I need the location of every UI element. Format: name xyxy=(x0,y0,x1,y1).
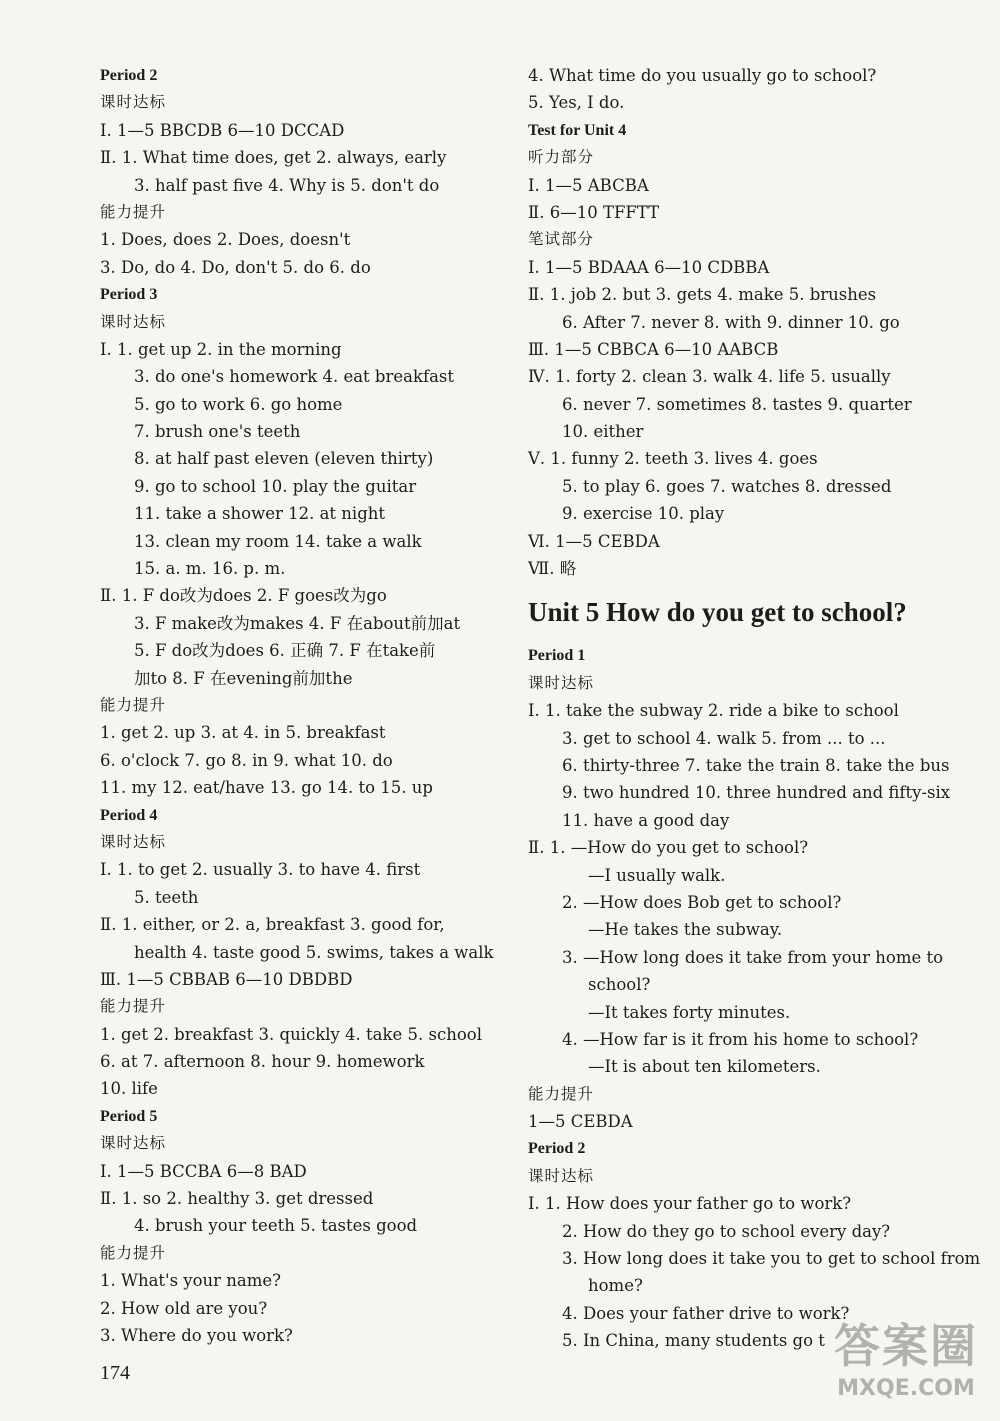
answer-line: 11. take a shower 12. at night xyxy=(134,504,386,524)
answer-line: Ⅰ. 1—5 BBCDB 6—10 DCCAD xyxy=(100,120,345,140)
answer-line: Ⅰ. 1—5 BCCBA 6—8 BAD xyxy=(100,1161,307,1181)
answer-line: 11. my 12. eat/have 13. go 14. to 15. up xyxy=(100,778,433,798)
answer-line: 11. have a good day xyxy=(562,810,730,830)
answer-line: 9. two hundred 10. three hundred and fifty-six xyxy=(562,783,951,803)
subsection-label: 课时达标 xyxy=(100,832,167,851)
subsection-label: 课时达标 xyxy=(528,1166,595,1185)
unit-title: Unit 5 How do you get to school? xyxy=(528,597,907,628)
answer-line: 1. get 2. up 3. at 4. in 5. breakfast xyxy=(100,723,386,743)
answer-line: 3. Do, do 4. Do, don't 5. do 6. do xyxy=(100,257,371,277)
answer-line: Ⅰ. 1. to get 2. usually 3. to have 4. first xyxy=(100,860,421,880)
answer-line: 6. o'clock 7. go 8. in 9. what 10. do xyxy=(100,750,393,770)
section-heading: Period 1 xyxy=(528,647,586,665)
answer-line: 10. either xyxy=(562,422,644,442)
answer-line: 5. to play 6. goes 7. watches 8. dressed xyxy=(562,476,892,496)
answer-line: 3. How long does it take you to get to school from xyxy=(562,1249,981,1269)
answer-line: 5. F do改为does 6. 正确 7. F 在take前 xyxy=(134,641,436,661)
answer-line: 加to 8. F 在evening前加the xyxy=(134,668,353,688)
answer-line: 1. Does, does 2. Does, doesn't xyxy=(100,230,351,250)
answer-line: Ⅱ. 1. job 2. but 3. gets 4. make 5. brushes xyxy=(528,285,877,305)
answer-line: 3. half past five 4. Why is 5. don't do xyxy=(134,175,440,195)
answer-line: Ⅱ. 1. either, or 2. a, breakfast 3. good for, xyxy=(100,915,445,935)
answer-line: 13. clean my room 14. take a walk xyxy=(134,531,422,551)
section-heading: Period 3 xyxy=(100,286,158,304)
answer-line: Ⅱ. 1. so 2. healthy 3. get dressed xyxy=(100,1189,374,1209)
answer-line: 1. What's your name? xyxy=(100,1271,282,1291)
section-heading: Period 2 xyxy=(528,1140,586,1158)
answer-line: 9. go to school 10. play the guitar xyxy=(134,476,417,496)
answer-line: Ⅳ. 1. forty 2. clean 3. walk 4. life 5. usually xyxy=(528,367,891,387)
answer-line: 4. brush your teeth 5. tastes good xyxy=(134,1216,418,1236)
answer-line: 2. How do they go to school every day? xyxy=(562,1221,891,1241)
answer-line: 6. never 7. sometimes 8. tastes 9. quarter xyxy=(562,394,912,414)
subsection-label: 能力提升 xyxy=(100,997,167,1016)
answer-line: Ⅶ. 略 xyxy=(528,559,577,579)
answer-line: 9. exercise 10. play xyxy=(562,504,725,524)
subsection-label: 笔试部分 xyxy=(528,230,595,249)
page-number: 174 xyxy=(100,1362,130,1384)
answer-line: Ⅴ. 1. funny 2. teeth 3. lives 4. goes xyxy=(528,449,818,469)
answer-line: Ⅱ. 1. —How do you get to school? xyxy=(528,838,809,858)
answer-line: 3. —How long does it take from your home to xyxy=(562,947,944,967)
section-heading: Period 4 xyxy=(100,806,158,824)
subsection-label: 能力提升 xyxy=(100,695,167,714)
answer-line: health 4. taste good 5. swims, takes a walk xyxy=(134,942,494,962)
answer-line: Ⅰ. 1. get up 2. in the morning xyxy=(100,339,342,359)
answer-line: —I usually walk. xyxy=(588,865,726,885)
answer-line: Ⅱ. 1. F do改为does 2. F goes改为go xyxy=(100,586,387,606)
subsection-label: 课时达标 xyxy=(100,93,167,112)
answer-line: 5. go to work 6. go home xyxy=(134,394,343,414)
answer-line: 5. teeth xyxy=(134,887,199,907)
answer-line: —It is about ten kilometers. xyxy=(588,1057,821,1077)
right-bottom-section xyxy=(528,642,981,1354)
answer-line: Ⅲ. 1—5 CBBCA 6—10 AABCB xyxy=(528,339,779,359)
answer-line: —It takes forty minutes. xyxy=(588,1002,791,1022)
answer-line: 5. In China, many students go t xyxy=(562,1331,825,1351)
answer-line: 6. thirty-three 7. take the train 8. take the bus xyxy=(562,755,950,775)
answer-line: 1—5 CEBDA xyxy=(528,1112,633,1132)
answer-line: 2. How old are you? xyxy=(100,1298,268,1318)
answer-line: 3. F make改为makes 4. F 在about前加at xyxy=(134,613,461,633)
right-top-section xyxy=(528,62,968,582)
subsection-label: 听力部分 xyxy=(528,148,595,167)
answer-line: 1. get 2. breakfast 3. quickly 4. take 5. school xyxy=(100,1024,482,1044)
subsection-label: 能力提升 xyxy=(100,202,167,221)
subsection-label: 能力提升 xyxy=(528,1084,595,1103)
answer-line: 7. brush one's teeth xyxy=(134,422,301,442)
section-heading: Period 2 xyxy=(100,67,158,84)
subsection-label: 课时达标 xyxy=(528,673,595,692)
answer-line: 4. —How far is it from his home to school? xyxy=(562,1029,919,1049)
answer-line: 3. Where do you work? xyxy=(100,1325,293,1345)
answer-line: school? xyxy=(588,975,651,995)
answer-line: Ⅰ. 1—5 BDAAA 6—10 CDBBA xyxy=(528,257,770,277)
answer-line: 6. After 7. never 8. with 9. dinner 10. go xyxy=(562,312,900,332)
answer-line: 5. Yes, I do. xyxy=(528,93,625,113)
subsection-label: 课时达标 xyxy=(100,1134,167,1153)
answer-line: 8. at half past eleven (eleven thirty) xyxy=(134,449,434,469)
answer-line: 10. life xyxy=(100,1079,158,1099)
answer-line: 4. What time do you usually go to school? xyxy=(528,66,877,85)
watermark-text: 答案圈 xyxy=(834,1319,978,1373)
answer-line: 3. get to school 4. walk 5. from ... to ... xyxy=(562,728,886,748)
answer-line: Ⅰ. 1—5 ABCBA xyxy=(528,175,649,195)
section-heading: Test for Unit 4 xyxy=(528,121,627,139)
answer-line: home? xyxy=(588,1276,643,1296)
answer-line: Ⅵ. 1—5 CEBDA xyxy=(528,531,660,551)
watermark-logo xyxy=(818,1316,994,1416)
answer-line: 15. a. m. 16. p. m. xyxy=(134,559,286,579)
left-column xyxy=(100,62,520,1349)
subsection-label: 课时达标 xyxy=(100,312,167,331)
answer-line: 6. at 7. afternoon 8. hour 9. homework xyxy=(100,1052,425,1072)
answer-line: Ⅱ. 1. What time does, get 2. always, early xyxy=(100,148,447,168)
answer-line: 2. —How does Bob get to school? xyxy=(562,892,842,912)
watermark-site: MXQE.COM xyxy=(837,1376,975,1401)
right-column xyxy=(528,62,981,1355)
answer-line: Ⅰ. 1. take the subway 2. ride a bike to school xyxy=(528,701,899,721)
section-heading: Period 5 xyxy=(100,1107,158,1125)
answer-line: Ⅰ. 1. How does your father go to work? xyxy=(528,1194,852,1214)
subsection-label: 能力提升 xyxy=(100,1243,167,1262)
answer-line: —He takes the subway. xyxy=(588,920,783,940)
answer-line: 4. Does your father drive to work? xyxy=(562,1303,850,1323)
answer-line: 3. do one's homework 4. eat breakfast xyxy=(134,367,455,387)
answer-line: Ⅱ. 6—10 TFFTT xyxy=(528,202,660,222)
answer-line: Ⅲ. 1—5 CBBAB 6—10 DBDBD xyxy=(100,969,353,989)
